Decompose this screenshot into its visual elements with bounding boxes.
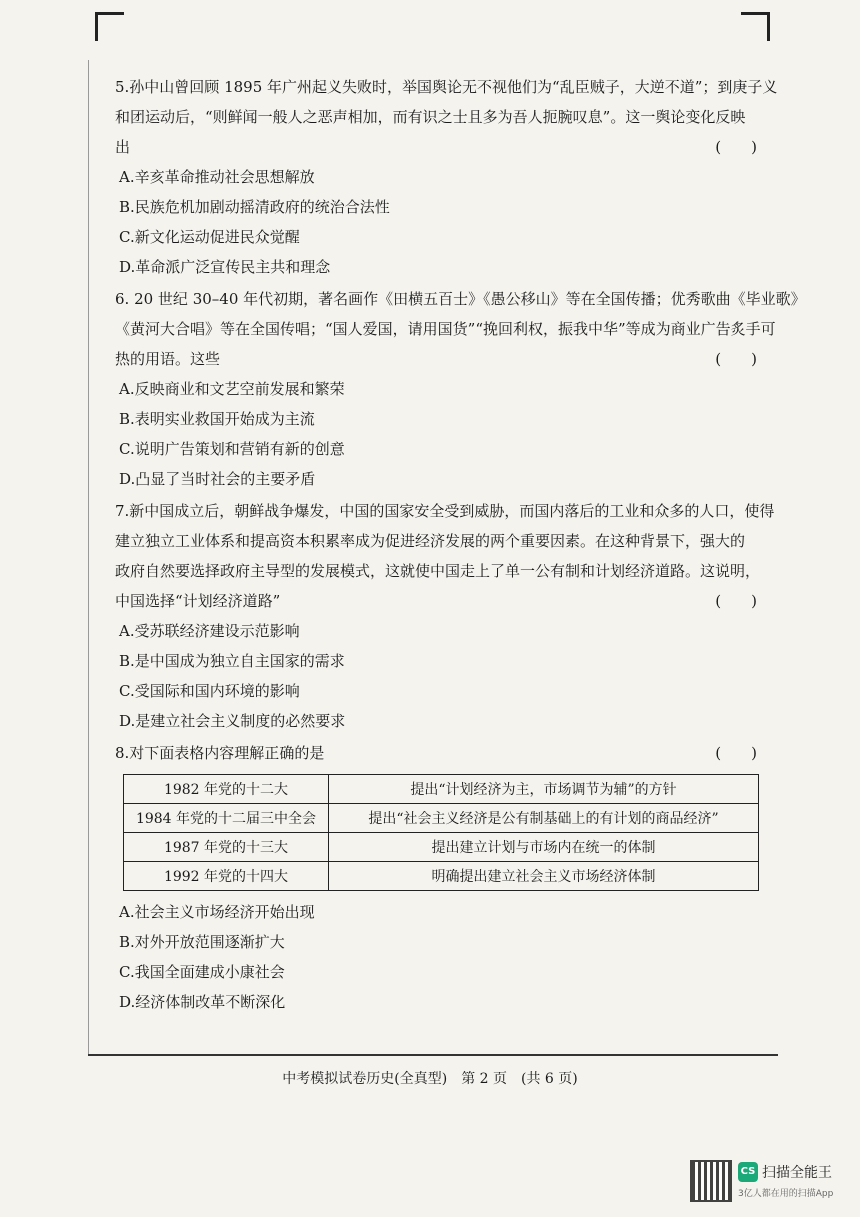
option-d: D.经济体制改革不断深化: [119, 993, 286, 1011]
question-stem-line: 和团运动后，“则鲜闻一般人之恶声相加，而有识之士且多为吾人扼腕叹息”。这一舆论变化反映: [115, 108, 746, 126]
question-5: [115, 72, 778, 282]
page-footer: 中考模拟试卷历史(全真型) 第 2 页 (共 6 页): [282, 1071, 578, 1087]
question-stem-line: 7.新中国成立后，朝鲜战争爆发，中国的国家安全受到威胁，而国内落后的工业和众多的人口，使得: [115, 502, 775, 520]
corner-mark-right: [741, 12, 770, 41]
option-d: D.革命派广泛宣传民主共和理念: [119, 258, 331, 276]
question-stem-line: [115, 344, 765, 374]
question-6: [115, 284, 806, 494]
policy-table: [123, 774, 759, 891]
table-cell-content: 提出建立计划与市场内在统一的体制: [329, 833, 759, 862]
table-cell-event: 1984 年党的十二届三中全会: [124, 804, 329, 833]
question-stem-text: 出: [115, 138, 131, 156]
table-row: [124, 833, 759, 862]
answer-blank: ( ): [715, 138, 757, 156]
exam-content: [115, 70, 806, 1017]
table-cell-content: 明确提出建立社会主义市场经济体制: [329, 862, 759, 891]
option-b: B.对外开放范围逐渐扩大: [119, 933, 285, 951]
option-a: A.反映商业和文艺空前发展和繁荣: [119, 380, 345, 398]
page-frame-bottom: [88, 1054, 778, 1056]
question-stem-line: 5.孙中山曾回顾 1895 年广州起义失败时，举国舆论无不视他们为“乱臣贼子，大逆不道”；到庚子义: [115, 78, 778, 96]
option-c: C.新文化运动促进民众觉醒: [119, 228, 300, 246]
table-cell-event: 1982 年党的十二大: [124, 775, 329, 804]
question-stem-text: 8.对下面表格内容理解正确的是: [115, 744, 325, 762]
table-row: [124, 775, 759, 804]
option-a: A.辛亥革命推动社会思想解放: [119, 168, 315, 186]
option-d: D.凸显了当时社会的主要矛盾: [119, 470, 316, 488]
option-b: B.民族危机加剧动摇清政府的统治合法性: [119, 198, 390, 216]
question-8: [115, 738, 765, 1017]
option-a: A.社会主义市场经济开始出现: [119, 903, 315, 921]
option-b: B.表明实业救国开始成为主流: [119, 410, 315, 428]
question-stem-line: [115, 738, 765, 768]
camscanner-logo-icon: CS: [738, 1162, 758, 1182]
question-stem-line: 6. 20 世纪 30–40 年代初期，著名画作《田横五百士》《愚公移山》等在全国传播；优秀歌曲《毕业歌》: [115, 290, 806, 308]
option-c: C.我国全面建成小康社会: [119, 963, 285, 981]
corner-mark-left: [95, 12, 124, 41]
watermark-tagline: 3亿人都在用的扫描App: [738, 1189, 834, 1199]
table-cell-content: 提出“计划经济为主，市场调节为辅”的方针: [329, 775, 759, 804]
table-cell-event: 1992 年党的十四大: [124, 862, 329, 891]
question-7: [115, 496, 775, 736]
question-stem-line: [115, 132, 765, 162]
page-frame-left: [88, 60, 89, 1055]
answer-blank: ( ): [715, 592, 757, 610]
table-cell-event: 1987 年党的十三大: [124, 833, 329, 862]
answer-blank: ( ): [715, 350, 757, 368]
option-a: A.受苏联经济建设示范影响: [119, 622, 300, 640]
table-cell-content: 提出“社会主义经济是公有制基础上的有计划的商品经济”: [329, 804, 759, 833]
scanner-watermark: [690, 1160, 840, 1204]
question-stem-line: 《黄河大合唱》等在全国传唱；“国人爱国，请用国货”“挽回利权，振我中华”等成为商业广告炙手可: [115, 320, 776, 338]
option-d: D.是建立社会主义制度的必然要求: [119, 712, 346, 730]
option-b: B.是中国成为独立自主国家的需求: [119, 652, 345, 670]
question-stem-text: 热的用语。这些: [115, 350, 221, 368]
qr-code-icon: [690, 1160, 732, 1202]
table-row: [124, 804, 759, 833]
question-stem-text: 中国选择“计划经济道路”: [115, 592, 281, 610]
question-stem-line: 建立独立工业体系和提高资本积累率成为促进经济发展的两个重要因素。在这种背景下，强大的: [115, 532, 746, 550]
option-c: C.受国际和国内环境的影响: [119, 682, 300, 700]
option-c: C.说明广告策划和营销有新的创意: [119, 440, 345, 458]
answer-blank: ( ): [715, 744, 757, 762]
question-stem-line: 政府自然要选择政府主导型的发展模式，这就使中国走上了单一公有制和计划经济道路。这说明，: [115, 562, 761, 580]
question-stem-line: [115, 586, 765, 616]
watermark-brand: 扫描全能王: [762, 1165, 832, 1181]
table-row: [124, 862, 759, 891]
